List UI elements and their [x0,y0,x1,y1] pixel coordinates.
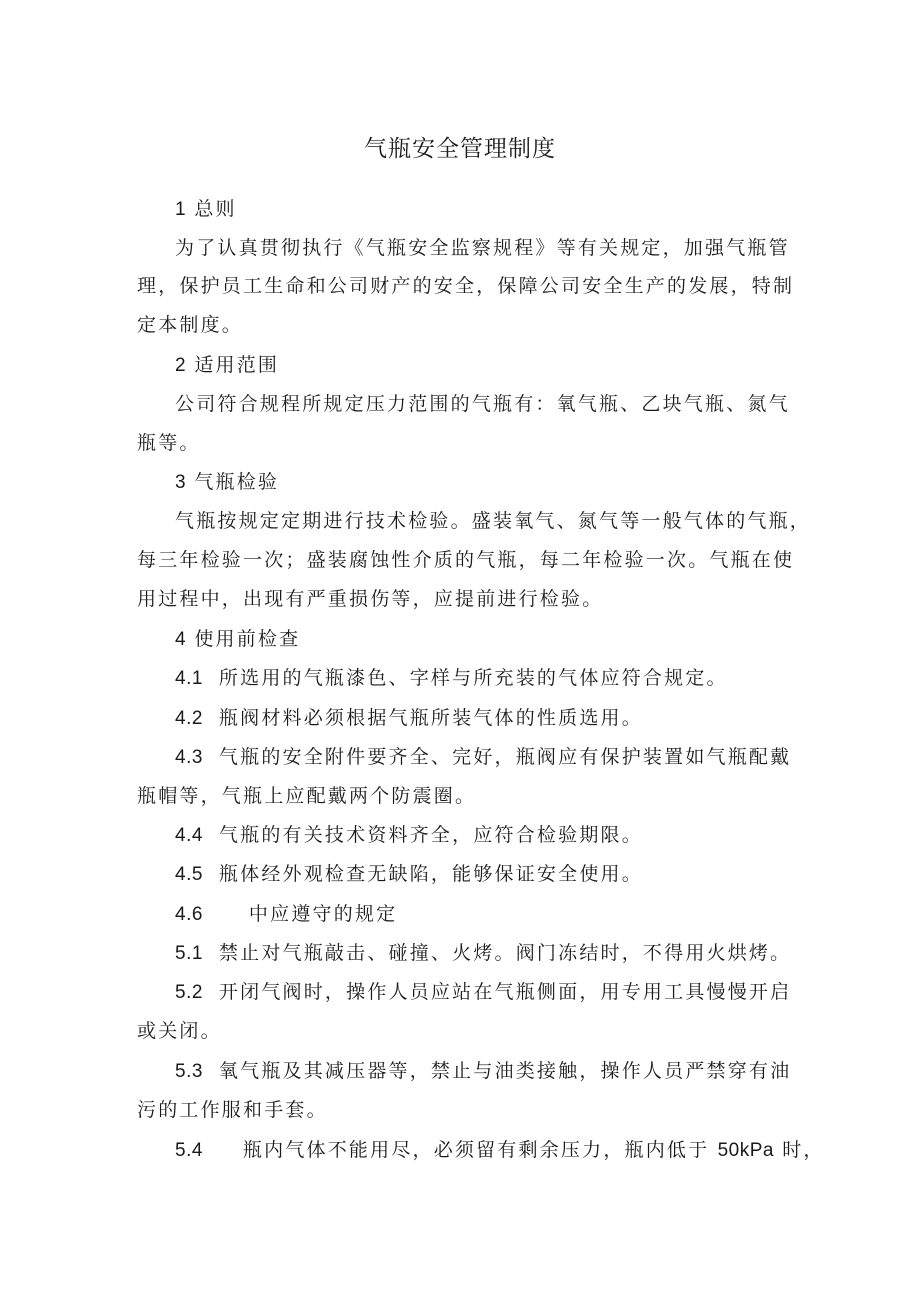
paragraph-line: 定本制度。 [137,314,244,336]
paragraph-line: 为了认真贯彻执行《气瓶安全监察规程》等有关规定，加强气瓶管 [175,237,790,259]
paragraph-line: 理，保护员工生命和公司财产的安全，保障公司安全生产的发展，特制 [137,275,795,297]
paragraph-line: 或关闭。 [137,1020,222,1042]
item-text: 氧气瓶及其减压器等，禁止与油类接触，操作人员严禁穿有油 [218,1060,792,1082]
section-heading-text: 气瓶检验 [194,471,280,493]
item-text: 禁止对气瓶敲击、碰撞、火烤。阀门冻结时，不得用火烘烤。 [218,942,792,964]
item-number: 4.1 [175,668,203,689]
section-heading-3 [175,469,279,496]
item-text: 瓶阀材料必须根据气瓶所装气体的性质选用。 [218,707,643,729]
item-number: 4.2 [175,708,203,729]
section-number: 4 [175,629,187,650]
list-item-5-2 [175,979,791,1006]
item-text: 气瓶的有关技术资料齐全，应符合检验期限。 [218,824,643,846]
section-number: 3 [175,472,187,493]
item-number: 4.5 [175,864,203,885]
item-number: 5.3 [175,1061,203,1082]
item-number: 4.6 [175,904,203,925]
item-text-tail: 时， [773,1139,825,1161]
list-item-4-6 [175,901,397,928]
list-item-5-4 [175,1137,825,1164]
item-number: 4.3 [175,747,203,768]
item-text: 中应遵守的规定 [248,903,398,925]
item-number: 5.4 [175,1140,203,1161]
section-heading-text: 使用前检查 [194,628,301,650]
paragraph-line: 用过程中，出现有严重损伤等，应提前进行检验。 [137,588,604,610]
paragraph-line: 瓶帽等，气瓶上应配戴两个防震圈。 [137,785,477,807]
list-item-4-2 [175,705,643,732]
list-item-5-1 [175,940,791,967]
list-item-4-3 [175,744,791,771]
item-number: 5.1 [175,943,203,964]
item-text: 开闭气阀时，操作人员应站在气瓶侧面，用专用工具慢慢开启 [218,981,792,1003]
item-text: 气瓶的安全附件要齐全、完好，瓶阀应有保护装置如气瓶配戴 [218,746,792,768]
section-heading-1 [175,196,237,223]
item-number: 4.4 [175,825,203,846]
paragraph-line: 瓶等。 [137,432,201,454]
list-item-4-5 [175,861,643,888]
document-title: 气瓶安全管理制度 [364,136,556,162]
section-heading-2 [175,352,279,379]
section-heading-4 [175,626,300,653]
item-text: 瓶内气体不能用尽，必须留有剩余压力，瓶内低于 [242,1139,718,1161]
paragraph-line: 气瓶按规定定期进行技术检验。盛装氧气、氮气等一般气体的气瓶， [175,510,812,532]
item-number: 5.2 [175,982,203,1003]
item-text: 所选用的气瓶漆色、字样与所充装的气体应符合规定。 [218,667,728,689]
list-item-4-1 [175,665,728,692]
section-heading-text: 适用范围 [194,354,280,376]
paragraph-line: 公司符合规程所规定压力范围的气瓶有：氧气瓶、乙块气瓶、氮气 [175,393,790,415]
paragraph-line: 每三年检验一次；盛装腐蚀性介质的气瓶，每二年检验一次。气瓶在使 [137,549,795,571]
section-heading-text: 总则 [194,198,237,220]
section-number: 2 [175,355,187,376]
pressure-value: 50kPa [717,1140,774,1161]
list-item-4-4 [175,822,643,849]
item-text: 瓶体经外观检查无缺陷，能够保证安全使用。 [218,863,643,885]
paragraph-line: 污的工作服和手套。 [137,1099,328,1121]
list-item-5-3 [175,1058,791,1085]
section-number: 1 [175,199,187,220]
